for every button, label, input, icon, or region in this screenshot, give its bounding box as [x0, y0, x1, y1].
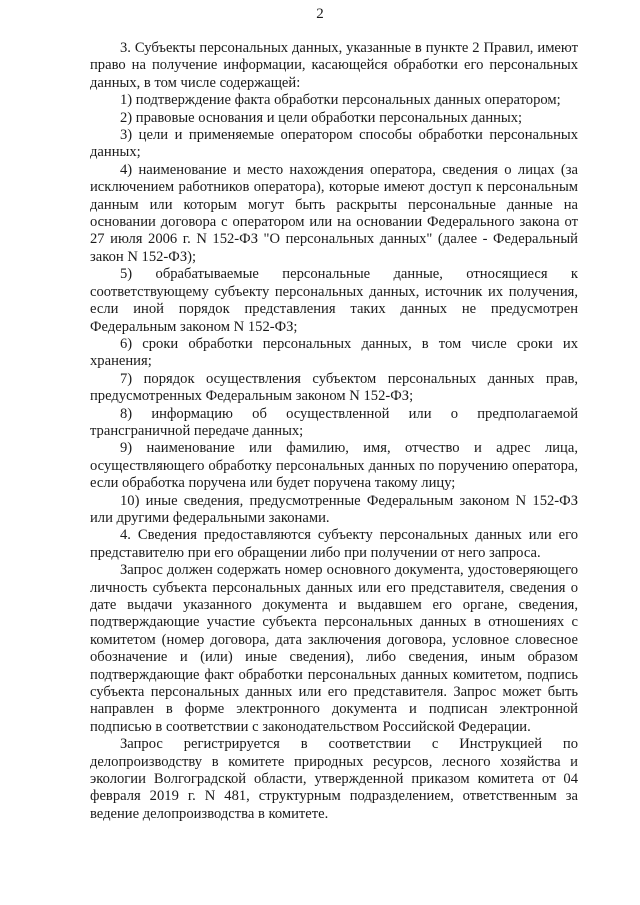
- paragraph-item-9: 9) наименование или фамилию, имя, отчество и адрес лица, осуществляющего обработку персональных данных по поручению оператора, если обработка поручена или будет поручена такому лицу;: [90, 440, 578, 492]
- paragraph-item-5: 5) обрабатываемые персональные данные, относящиеся к соответствующему субъекту персональных данных, источник их получения, если иной порядок представления таких данных не предусмотрен Федеральным законом N 152-ФЗ;: [90, 266, 578, 335]
- paragraph-clause-3: 3. Субъекты персональных данных, указанные в пункте 2 Правил, имеют право на получение информации, касающейся обработки его персональных данных, в том числе содержащей:: [90, 40, 578, 91]
- document-body: [90, 40, 578, 823]
- paragraph-item-10: 10) иные сведения, предусмотренные Федеральным законом N 152-ФЗ или другими федеральными законами.: [90, 492, 578, 526]
- paragraph-request-content: Запрос должен содержать номер основного документа, удостоверяющего личность субъекта персональных данных или его представителя, сведения о дате выдачи указанного документа и выдавшем его органе, сведения, подтверждающие участие субъекта персональных данных в отношениях с комитетом (номер договора, дата заключения договора, условное словесное обозначение и (или) иные сведения), либо сведения, иным образом подтверждающие факт обработки персональных данных комитетом, подпись субъекта персональных данных или его представителя. Запрос может быть направлен в форме электронного документа и подписан электронной подписью в соответствии с законодательством Российской Федерации.: [90, 562, 578, 735]
- paragraph-item-3: 3) цели и применяемые оператором способы обработки персональных данных;: [90, 127, 578, 161]
- paragraph-clause-4: 4. Сведения предоставляются субъекту персональных данных или его представителю при его обращении либо при получении от него запроса.: [90, 527, 578, 561]
- paragraph-item-2: 2) правовые основания и цели обработки персональных данных;: [120, 109, 523, 126]
- paragraph-item-1: 1) подтверждение факта обработки персональных данных оператором;: [120, 92, 561, 109]
- page-number: 2: [316, 6, 324, 22]
- paragraph-request-registration: Запрос регистрируется в соответствии с Инструкцией по делопроизводству в комитете природных ресурсов, лесного хозяйства и экологии Волгоградской области, утвержденной приказом комитета от 04 февраля 2019 г. N 481, структурным подразделением, ответственным за ведение делопроизводства в комитете.: [90, 736, 578, 822]
- paragraph-item-4: 4) наименование и место нахождения оператора, сведения о лицах (за исключением работников оператора), которые имеют доступ к персональным данным или которым могут быть раскрыты персональные данные на основании договора с оператором или на основании Федерального закона от 27 июля 2006 г. N 152-ФЗ "О персональных данных" (далее - Федеральный закон N 152-ФЗ);: [90, 161, 578, 265]
- paragraph-item-8: 8) информацию об осуществленной или о предполагаемой трансграничной передаче данных;: [90, 405, 578, 439]
- paragraph-item-6: 6) сроки обработки персональных данных, в том числе сроки их хранения;: [90, 335, 578, 370]
- paragraph-item-7: 7) порядок осуществления субъектом персональных данных прав, предусмотренных Федеральным законом N 152-ФЗ;: [90, 370, 578, 405]
